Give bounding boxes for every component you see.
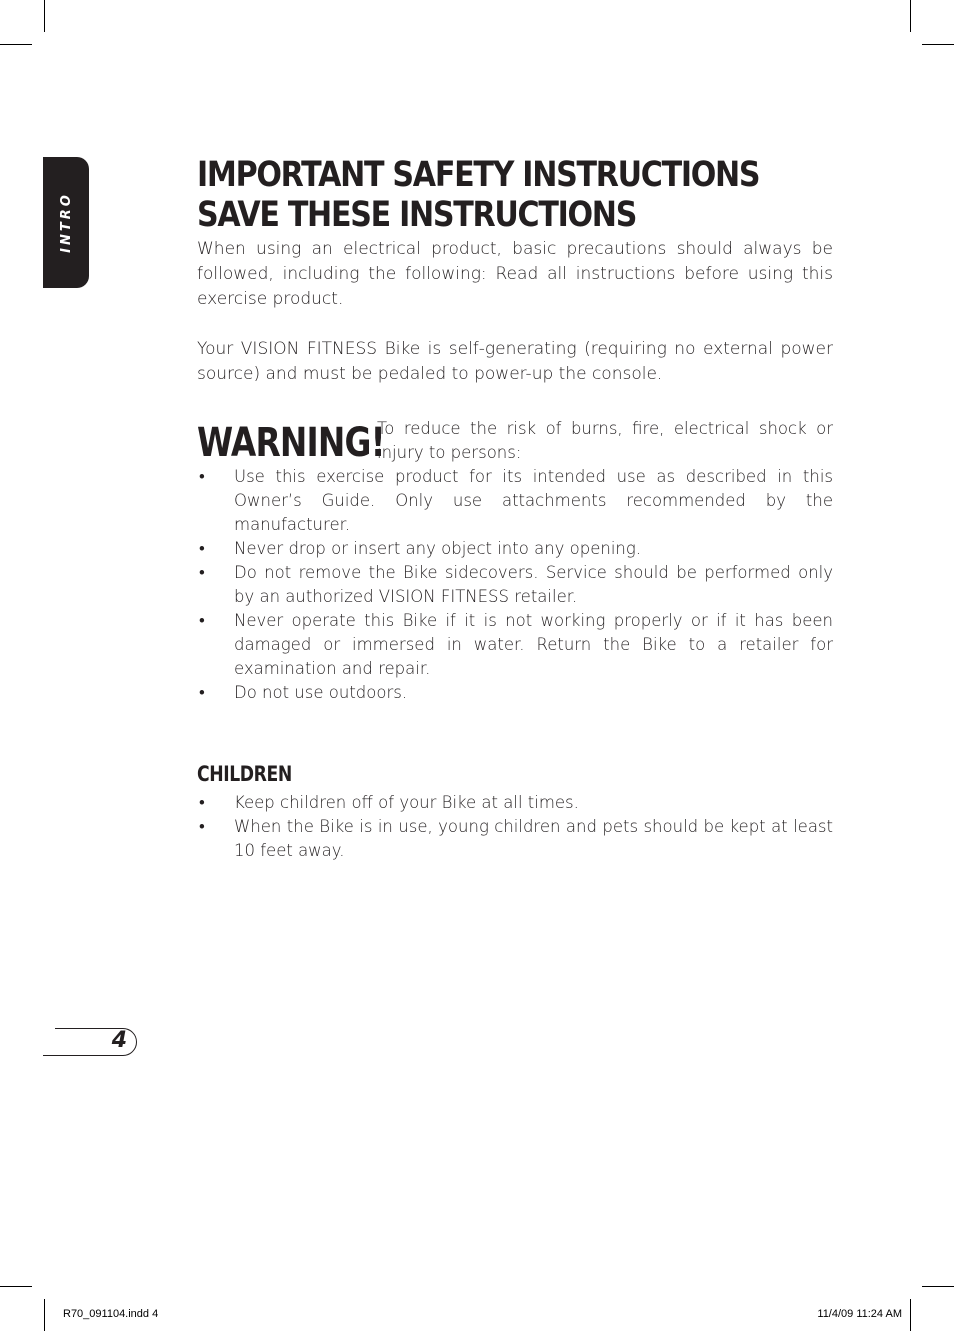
warning-title: WARNING! (197, 420, 385, 466)
list-item (197, 815, 833, 863)
warning-list (197, 465, 833, 705)
list-item-text: Do not remove the Bike sidecovers. Service should be performed only by an authorized VISION FITNESS retailer. (234, 563, 833, 606)
page-content (197, 155, 833, 863)
list-item-text: Keep children off of your Bike at all times. (234, 793, 579, 812)
crop-mark-bottom-right-vertical (910, 1299, 911, 1331)
list-item (197, 537, 833, 561)
slug-file-name: R70_091104.indd 4 (63, 1308, 159, 1320)
children-list (197, 791, 833, 863)
intro-paragraph: When using an electrical product, basic precautions should always be followed, including the following: Read all instructions before using this exercise product. (197, 239, 833, 309)
section-tab (43, 157, 89, 288)
page-number-tab (43, 1027, 137, 1056)
list-item-text: When the Bike is in use, young children and pets should be kept at least 10 feet away. (234, 817, 833, 860)
bullet: • (199, 793, 205, 812)
list-item-text: Never operate this Bike if it is not working properly or if it has been damaged or immersed in water. Return the Bike to a retailer for examination and repair. (234, 611, 833, 678)
bullet: • (199, 467, 205, 486)
section-tab-label: INTRO (58, 192, 74, 253)
bullet: • (199, 563, 205, 582)
crop-mark-bottom-left-vertical (44, 1299, 45, 1331)
list-item-text: Never drop or insert any object into any opening. (234, 539, 642, 558)
bullet: • (199, 817, 205, 836)
bullet: • (199, 539, 205, 558)
crop-mark-top-right-horizontal (922, 44, 954, 45)
warning-intro-text: To reduce the risk of burns, fire, electrical shock or injury to persons: (377, 419, 833, 462)
list-item-text: Do not use outdoors. (234, 683, 408, 702)
warning-block (197, 417, 833, 465)
list-item (197, 561, 833, 609)
title-line-1: IMPORTANT SAFETY INSTRUCTIONS (197, 155, 760, 195)
bullet: • (199, 611, 205, 630)
crop-mark-top-left-horizontal (0, 44, 32, 45)
list-item (197, 465, 833, 537)
crop-mark-top-left-vertical (44, 0, 45, 32)
crop-mark-bottom-left-horizontal (0, 1286, 32, 1287)
title-line-2: SAVE THESE INSTRUCTIONS (197, 195, 637, 235)
list-item (197, 609, 833, 681)
slug-timestamp: 11/4/09 11:24 AM (817, 1308, 902, 1320)
children-heading: CHILDREN (197, 762, 292, 786)
bullet: • (199, 683, 205, 702)
list-item (197, 791, 833, 815)
list-item (197, 681, 833, 705)
list-item-text: Use this exercise product for its intended use as described in this Owner’s Guide. Only use attachments recommended by the manufacturer. (234, 467, 833, 534)
intro-paragraph: Your VISION FITNESS Bike is self-generating (requiring no external power source) and must be pedaled to power-up the console. (197, 339, 833, 384)
page-title (197, 155, 760, 235)
crop-mark-bottom-right-horizontal (922, 1286, 954, 1287)
crop-mark-top-right-vertical (910, 0, 911, 32)
page-number: 4 (111, 1028, 127, 1053)
